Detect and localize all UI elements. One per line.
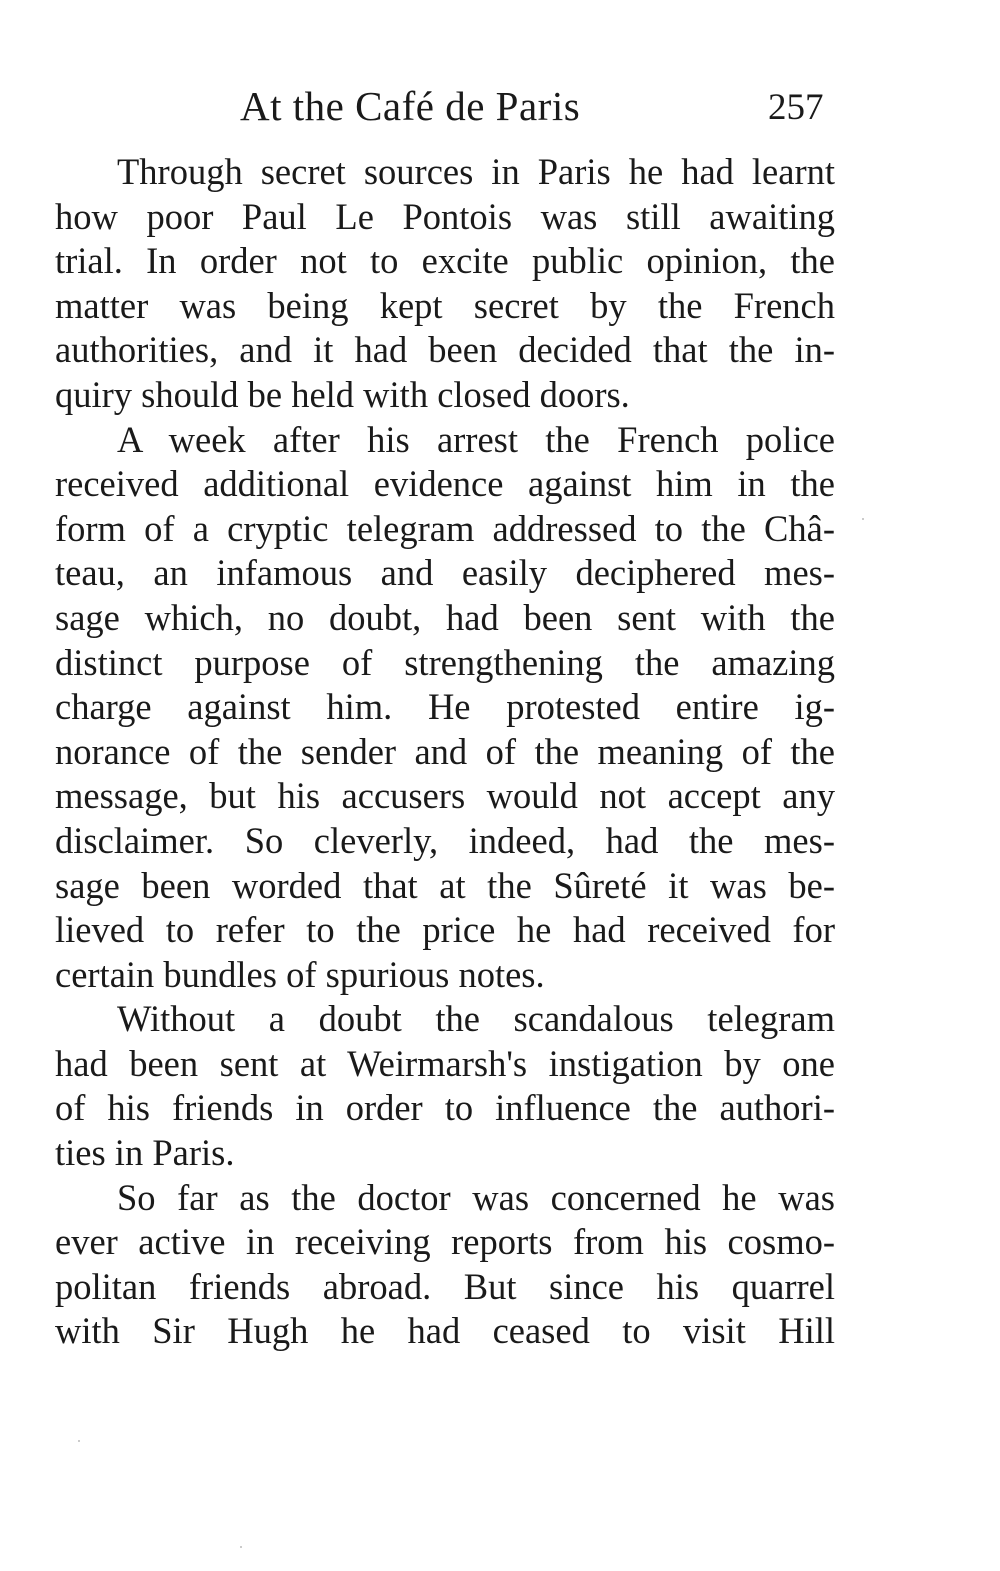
text-line: distinct purpose of strengthening the amazing	[55, 641, 835, 683]
text-line: teau, an infamous and easily deciphered mes-	[55, 552, 835, 594]
text-line: form of a cryptic telegram addressed to the Châ-	[55, 507, 835, 549]
text-line: charge against him. He protested entire ig-	[55, 686, 835, 728]
text-line: politan friends abroad. But since his quarrel	[55, 1265, 835, 1307]
text-line: sage been worded that at the Sûreté it was be-	[55, 864, 835, 906]
text-line: A week after his arrest the French police	[117, 418, 835, 460]
scan-speck	[862, 518, 864, 520]
text-line: sage which, no doubt, had been sent with the	[55, 596, 835, 638]
text-line: Without a doubt the scandalous telegram	[117, 998, 835, 1040]
text-line: Through secret sources in Paris he had learnt	[117, 151, 835, 192]
text-line: certain bundles of spurious notes.	[55, 953, 545, 995]
paragraph-1	[55, 150, 835, 418]
scan-speck	[78, 1440, 80, 1442]
text-line: received additional evidence against him in the	[55, 463, 835, 505]
running-title: At the Café de Paris	[240, 83, 581, 129]
text-line: norance of the sender and of the meaning of the	[55, 730, 835, 772]
text-line: message, but his accusers would not accept any	[55, 775, 835, 817]
text-line: matter was being kept secret by the French	[55, 284, 835, 326]
text-line: authorities, and it had been decided that the in-	[55, 329, 835, 371]
text-line: So far as the doctor was concerned he was	[117, 1176, 835, 1218]
text-line: trial. In order not to excite public opinion, the	[55, 240, 835, 282]
page-number: 257	[768, 87, 824, 128]
text-line: disclaimer. So cleverly, indeed, had the mes-	[55, 819, 835, 861]
paragraph-4	[55, 1176, 835, 1354]
paragraph-2	[55, 418, 835, 998]
scan-speck	[240, 1546, 242, 1548]
paragraph-3	[55, 997, 835, 1175]
body-text	[55, 150, 835, 1354]
text-line: lieved to refer to the price he had received for	[55, 909, 835, 951]
text-line: with Sir Hugh he had ceased to visit Hill	[55, 1310, 835, 1352]
running-head	[0, 78, 1000, 134]
text-line: quiry should be held with closed doors.	[55, 373, 630, 415]
text-line: of his friends in order to influence the authori-	[55, 1087, 835, 1129]
text-line: had been sent at Weirmarsh's instigation by one	[55, 1042, 835, 1084]
text-line: ties in Paris.	[55, 1132, 235, 1174]
text-line: how poor Paul Le Pontois was still awaiting	[55, 195, 835, 237]
text-line: ever active in receiving reports from his cosmo-	[55, 1221, 835, 1263]
